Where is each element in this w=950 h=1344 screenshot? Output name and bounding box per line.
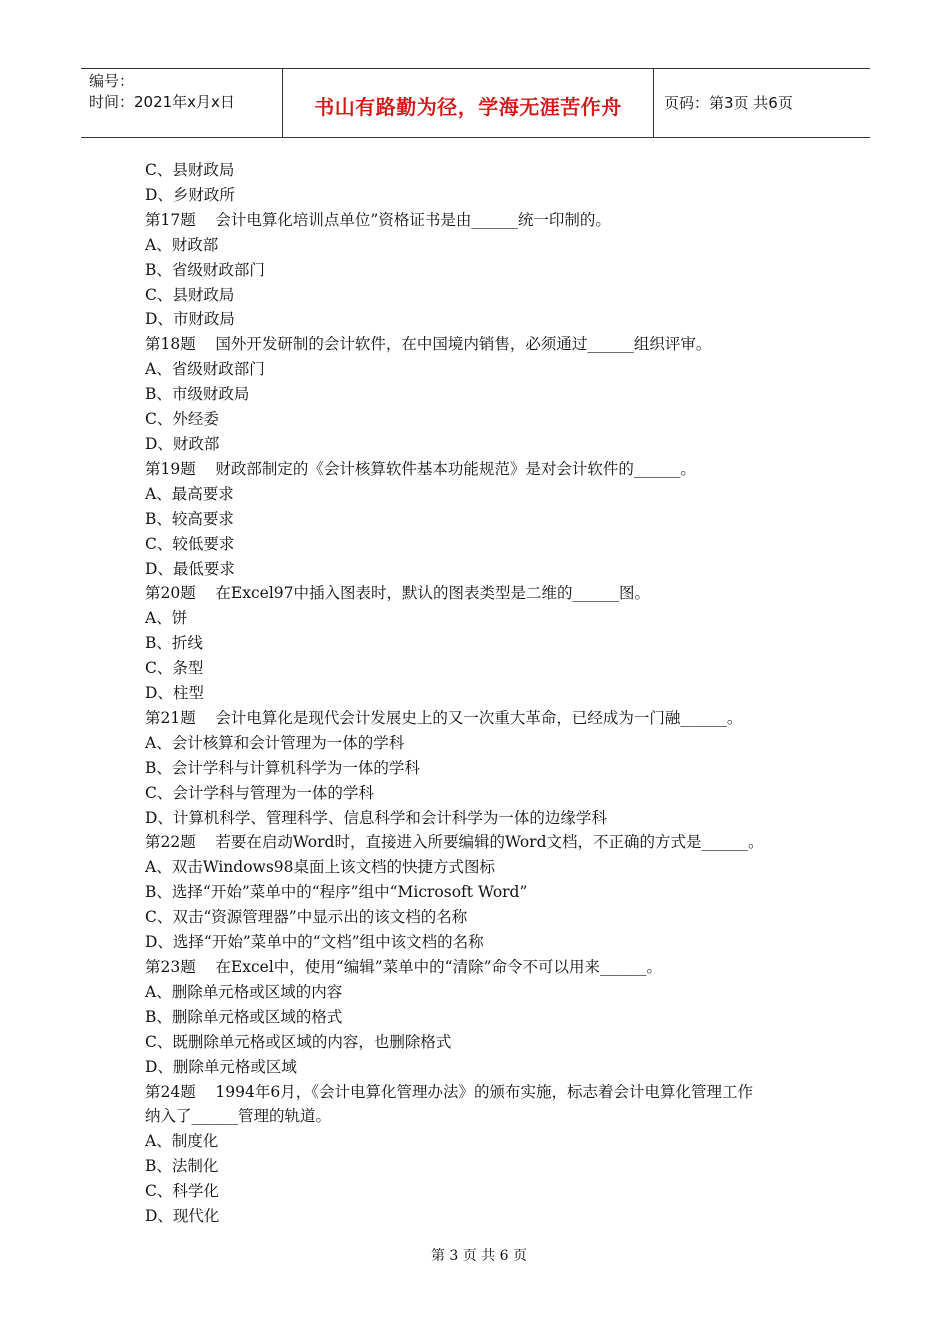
text-line: B、会计学科与计算机科学为一体的学科 xyxy=(145,758,420,777)
question-stem: 第23题 在Excel中，使用“编辑”菜单中的“清除”命令不可以用来______。 xyxy=(145,958,662,976)
text-line: B、较高要求 xyxy=(145,509,234,528)
text-line: A、财政部 xyxy=(145,235,219,254)
text-line: C、县财政局 xyxy=(145,161,235,179)
header-info xyxy=(81,69,283,137)
text-line: C、条型 xyxy=(145,659,204,678)
text-line: D、删除单元格或区域 xyxy=(145,1057,297,1076)
header-page-label: 页码：第3页 共6页 xyxy=(664,93,793,112)
text-line: 纳入了______管理的轨道。 xyxy=(145,1107,332,1126)
text-line: A、制度化 xyxy=(145,1132,219,1151)
text-line: D、财政部 xyxy=(145,434,220,453)
text-line: D、现代化 xyxy=(145,1207,220,1226)
text-line: B、折线 xyxy=(145,634,203,653)
text-line: A、删除单元格或区域的内容 xyxy=(145,982,343,1001)
text-line: D、市财政局 xyxy=(145,310,235,329)
text-line: C、科学化 xyxy=(145,1182,219,1201)
text-line: A、省级财政部门 xyxy=(145,360,265,379)
text-line: D、选择“开始”菜单中的“文档”组中该文档的名称 xyxy=(145,933,484,952)
page-header xyxy=(81,68,870,138)
text-line: C、会计学科与管理为一体的学科 xyxy=(145,783,374,802)
text-line: A、双击Windows98桌面上该文档的快捷方式图标 xyxy=(145,858,495,877)
text-line: C、较低要求 xyxy=(145,534,235,553)
question-stem: 第20题 在Excel97中插入图表时，默认的图表类型是二维的______图。 xyxy=(145,584,651,603)
question-stem: 第19题 财政部制定的《会计核算软件基本功能规范》是对会计软件的______。 xyxy=(145,459,696,478)
text-line: C、县财政局 xyxy=(145,285,235,304)
text-line: C、外经委 xyxy=(145,410,219,429)
text-line: D、计算机科学、管理科学、信息科学和会计科学为一体的边缘学科 xyxy=(145,808,607,827)
text-line: B、选择“开始”菜单中的“程序”组中“Microsoft Word” xyxy=(145,883,528,902)
question-stem: 第24题 1994年6月，《会计电算化管理办法》的颁布实施，标志着会计电算化管理工作 xyxy=(145,1082,753,1101)
question-stem: 第21题 会计电算化是现代会计发展史上的又一次重大革命，已经成为一门融______。 xyxy=(145,708,743,727)
text-line: D、乡财政所 xyxy=(145,185,235,204)
question-list xyxy=(145,158,815,1229)
question-stem: 第18题 国外开发研制的会计软件，在中国境内销售，必须通过______组织评审。 xyxy=(145,335,712,354)
text-line: A、最高要求 xyxy=(145,484,234,503)
question-stem: 第22题 若要在启动Word时，直接进入所要编辑的Word文档，不正确的方式是______。 xyxy=(145,833,764,852)
number-label: 编号： xyxy=(89,72,135,90)
text-line: A、会计核算和会计管理为一体的学科 xyxy=(145,733,405,752)
time-label: 时间：2021年x月x日 xyxy=(89,93,235,111)
text-line: C、双击“资源管理器”中显示出的该文档的名称 xyxy=(145,908,468,927)
text-line: D、柱型 xyxy=(145,684,204,703)
text-line: B、省级财政部门 xyxy=(145,260,265,279)
header-motto: 书山有路勤为径，学海无涯苦作舟 xyxy=(283,69,654,137)
text-line: A、饼 xyxy=(145,609,188,628)
text-line: D、最低要求 xyxy=(145,559,235,578)
text-line: B、市级财政局 xyxy=(145,385,250,404)
question-stem: 第17题 会计电算化培训点单位”资格证书是由______统一印制的。 xyxy=(145,210,611,229)
text-line: B、法制化 xyxy=(145,1157,219,1176)
page-footer: 第 3 页 共 6 页 xyxy=(430,1248,528,1264)
text-line: C、既删除单元格或区域的内容，也删除格式 xyxy=(145,1032,452,1051)
text-line: B、删除单元格或区域的格式 xyxy=(145,1007,343,1026)
